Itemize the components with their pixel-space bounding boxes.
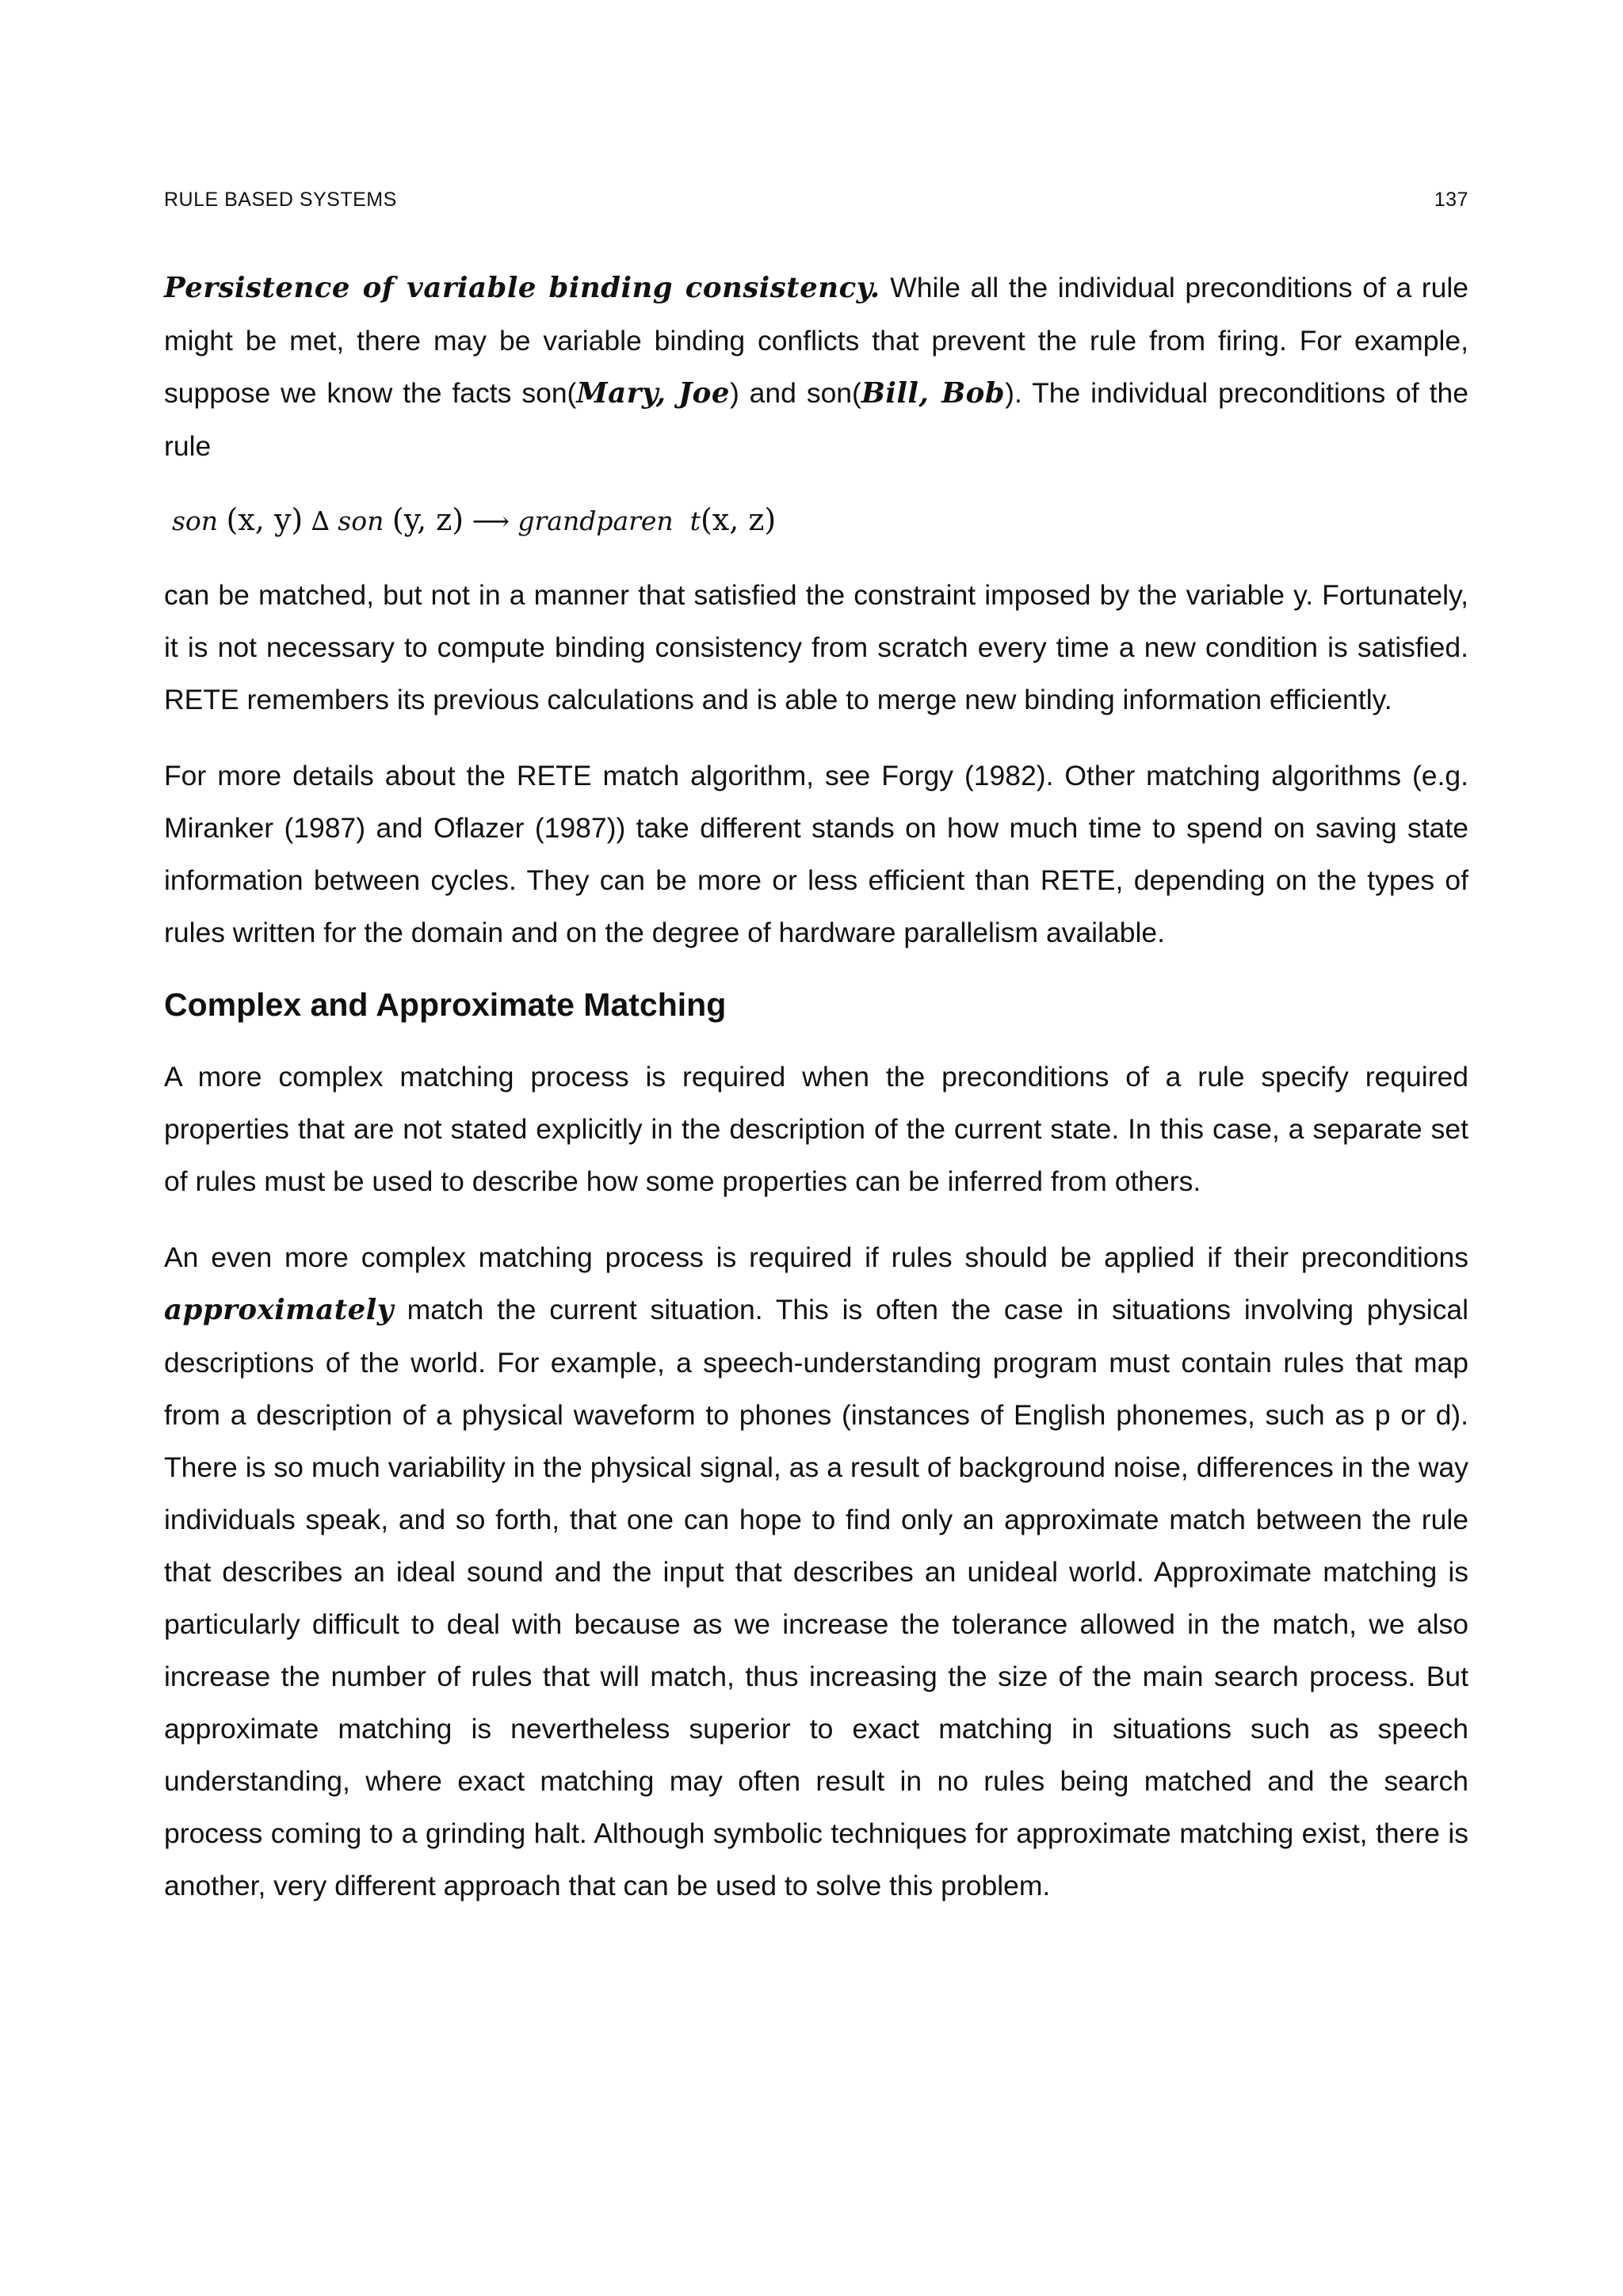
fact-mary-joe: Mary, Joe (576, 377, 730, 410)
paragraph-text: An even more complex matching process is required if rules should be applied if their preconditions (164, 1241, 1468, 1273)
paragraph-complex-matching: A more complex matching process is required when the preconditions of a rule specify required properties that are not stated explicitly in the description of the current state. In this case, a separate set of rules must be used to describe how some properties can be inferred from others. (164, 1061, 1468, 1197)
document-page (164, 0, 1468, 2296)
formula-args: (y, z) (391, 502, 464, 537)
fact-bill-bob: Bill, Bob (861, 377, 1006, 410)
formula-term: ⟶ grandparen t (464, 505, 701, 536)
section-heading: Complex and Approximate Matching (164, 986, 727, 1023)
paragraph-text: match the current situation. This is often the case in situations involving physical descriptions of the world. For example, a speech-understanding program must contain rules that map from a description of a physical waveform to phones (instances of English phonemes, such as p or d). There is so much variability in the physical signal, as a result of background noise, differences in the way individuals speak, and so forth, that one can hope to find only an approximate match between the rule that describes an ideal sound and the input that describes an unideal world. Approximate matching is particularly difficult to deal with because as we increase the tolerance allowed in the match, we also increase the number of rules that will match, thus increasing the size of the main search process. But approximate matching is nevertheless superior to exact matching in situations such as speech understanding, where exact matching may often result in no rules being matched and the search process coming to a grinding halt. Although symbolic techniques for approximate matching exist, there is another, very different approach that can be used to solve this problem. (164, 1294, 1468, 1901)
paragraph-lead-in: Persistence of variable binding consistency. (164, 272, 880, 304)
paragraph-text: ). The individual preconditions of the rule (164, 377, 1469, 462)
formula-term: ∆ son (303, 505, 392, 536)
formula-term: son (172, 505, 227, 536)
formula-args: (x, z) (700, 502, 777, 537)
paragraph-approximate-matching (164, 1231, 1468, 1912)
formula-args: (x, y) (226, 502, 304, 537)
grandparent-rule-formula (172, 496, 1468, 545)
paragraph-binding-consistency (164, 261, 1468, 472)
paragraph-rete-memory: can be matched, but not in a manner that satisfied the constraint imposed by the variable y. Fortunately, it is not necessary to compute binding consistency from scratch every time a new condition is satisfied. RETE remembers its previous calculations and is able to merge new binding information efficiently. (164, 579, 1468, 715)
running-title: RULE BASED SYSTEMS (164, 189, 397, 211)
paragraph-text: ) and son( (729, 377, 861, 409)
paragraph-text: While all the individual preconditions of a rule might be met, there may be variable binding conflicts that prevent the rule from firing. For example, suppose we know the facts son( (164, 272, 1469, 409)
page-body (164, 261, 1468, 1936)
paragraph-rete-references: For more details about the RETE match algorithm, see Forgy (1982). Other matching algorithms (e.g. Miranker (1987) and Oflazer (1987)) take different stands on how much time to spend on saving state information between cycles. They can be more or less efficient than RETE, depending on the types of rules written for the domain and on the degree of hardware parallelism available. (164, 760, 1468, 948)
page-number: 137 (1434, 189, 1468, 211)
emphasis-approximately: approximately (164, 1294, 394, 1326)
